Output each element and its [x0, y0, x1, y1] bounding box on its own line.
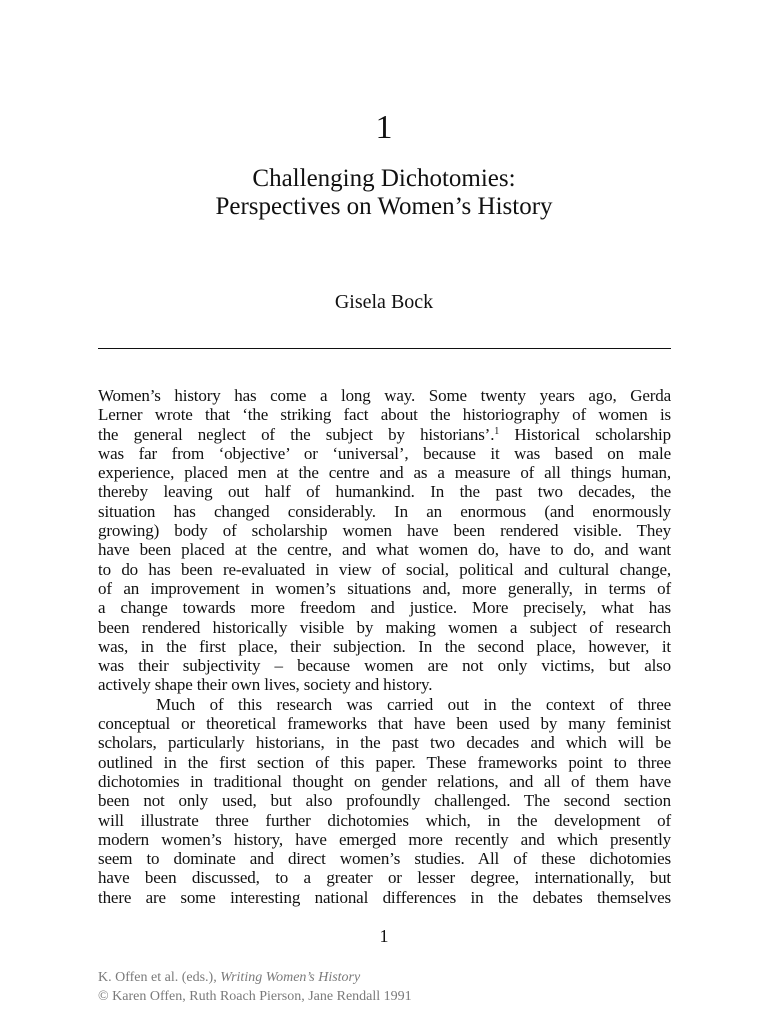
- paragraph-2-line: outlined in the first section of this paper. These frameworks point to three: [98, 752, 671, 772]
- paragraph-1-line: situation has changed considerably. In an enormous (and enormously: [98, 501, 671, 521]
- chapter-author: Gisela Bock: [334, 291, 434, 313]
- book-title: Writing Women’s History: [220, 970, 361, 985]
- chapter-body-text: [98, 386, 671, 907]
- quotation-text: the general neglect of the subject by historians’.: [98, 424, 495, 444]
- line-continuation: Historical scholarship: [499, 424, 671, 444]
- paragraph-2-line: there are some interesting national differences in the debates themselves: [98, 887, 671, 907]
- paragraph-1-line: actively shape their own lives, society and history.: [98, 675, 433, 695]
- paragraph-1-line: was far from ‘objective’ or ‘universal’, because it was based on male: [98, 443, 671, 463]
- paragraph-1-line: of an improvement in women’s situations and, more generally, in terms of: [98, 578, 671, 598]
- chapter-number: 1: [375, 109, 393, 146]
- paragraph-1-line: was, in the first place, their subjection. In the second place, however, it: [98, 636, 671, 656]
- chapter-title: [0, 165, 768, 221]
- paragraph-2-line: been not only used, but also profoundly challenged. The second section: [98, 791, 671, 811]
- footnote-marker[interactable]: 1: [494, 425, 500, 437]
- paragraph-1-line: have been placed at the centre, and what women do, have to do, and want: [98, 540, 671, 560]
- paragraph-1-line: to do has been re-evaluated in view of social, political and cultural change,: [98, 559, 671, 579]
- paragraph-2-line: modern women’s history, have emerged more recently and which presently: [98, 829, 671, 849]
- paragraph-2-line: seem to dominate and direct women’s studies. All of these dichotomies: [98, 849, 671, 869]
- paragraph-1-line: been rendered historically visible by making women a subject of research: [98, 617, 671, 637]
- paragraph-1-line: Women’s history has come a long way. Some twenty years ago, Gerda: [98, 386, 671, 405]
- page-number: 1: [379, 926, 389, 946]
- paragraph-2-line: scholars, particularly historians, in the past two decades and which will be: [98, 733, 671, 753]
- chapter-title-line-1: Challenging Dichotomies:: [252, 165, 516, 192]
- chapter-title-line-2: Perspectives on Women’s History: [215, 193, 553, 220]
- paragraph-2-line: conceptual or theoretical frameworks that have been used by many feminist: [98, 714, 671, 734]
- paragraph-1-line: growing) body of scholarship women have been rendered visible. They: [98, 521, 671, 541]
- paragraph-2-line: dichotomies in traditional thought on gender relations, and all of them have: [98, 771, 671, 791]
- copyright-line: © Karen Offen, Ruth Roach Pierson, Jane Rendall 1991: [98, 989, 412, 1004]
- paragraph-1-line: Lerner wrote that ‘the striking fact about the historiography of women is: [98, 405, 671, 425]
- paragraph-1-line: thereby leaving out half of humankind. In the past two decades, the: [98, 482, 671, 502]
- paragraph-2-line: will illustrate three further dichotomies which, in the development of: [98, 810, 671, 830]
- citation-line: [98, 968, 598, 987]
- paragraph-1-line: experience, placed men at the centre and as a measure of all things human,: [98, 463, 671, 483]
- title-divider-rule: [98, 348, 671, 349]
- paragraph-1-line: [98, 425, 671, 444]
- paragraph-1-line: a change towards more freedom and justice. More precisely, what has: [98, 598, 671, 618]
- paragraph-2-line: Much of this research was carried out in the context of three: [156, 694, 671, 714]
- paragraph-1-line: was their subjectivity – because women are not only victims, but also: [98, 656, 671, 676]
- paragraph-2-line: have been discussed, to a greater or lesser degree, internationally, but: [98, 868, 671, 888]
- editors-text: K. Offen et al. (eds.),: [98, 970, 221, 985]
- copyright-footer: [98, 968, 598, 1006]
